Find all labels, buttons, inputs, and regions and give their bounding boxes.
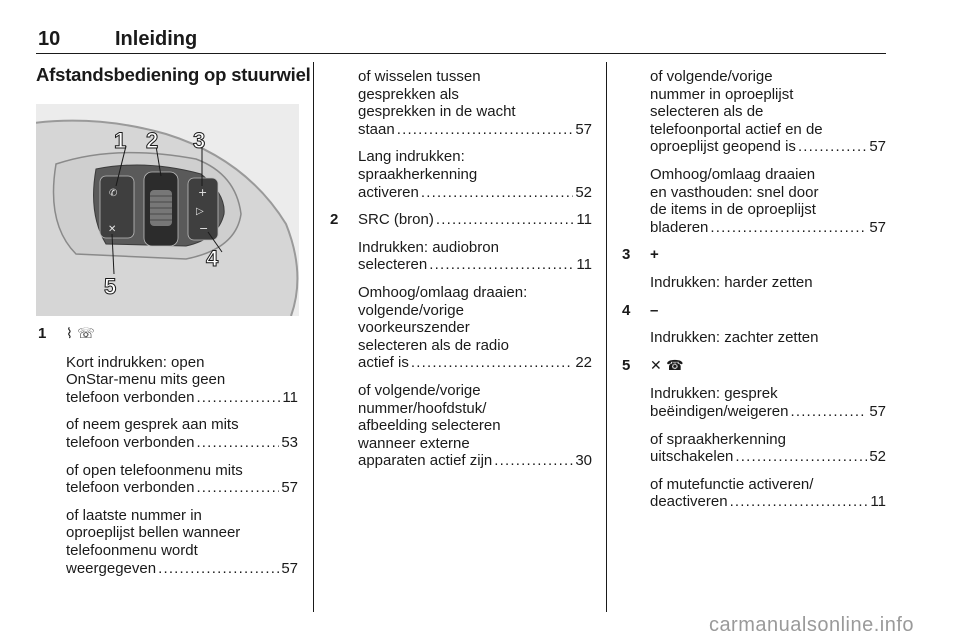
page-ref: activeren ..... 52: [358, 184, 592, 202]
text-line: telefoonmenu wordt: [66, 541, 198, 559]
item-2-para-2: [358, 284, 592, 372]
page-ref: selecteren ..... 11: [358, 256, 592, 274]
page-ref: telefoon verbonden ..... 11: [66, 389, 298, 407]
phone-voice-icon: ⌇ ☏: [66, 326, 95, 342]
item-2-para-1: [358, 239, 592, 274]
item-1-continued: [330, 68, 592, 201]
callout-1: 1: [114, 128, 127, 153]
text-line: Indrukken: gesprek: [650, 385, 778, 403]
text-line: Lang indrukken:: [358, 148, 465, 166]
column-1: [38, 325, 298, 587]
page-ref: staan ..... 57: [358, 121, 592, 139]
item-3-symbol: [650, 246, 886, 264]
cont-para-3: [650, 68, 886, 156]
text-line: Omhoog/omlaag draaien: [650, 165, 816, 183]
cont-para-2: [358, 148, 592, 201]
chapter-title: Inleiding: [115, 28, 198, 50]
item-1-para-2: [66, 416, 298, 451]
text-line: oproeplijst bellen wanneer: [66, 524, 241, 542]
item-1-para-4: [66, 507, 298, 577]
page-ref: beëindigen/weigeren ..... 57: [650, 403, 886, 421]
item-5-para-1: [650, 385, 886, 420]
page-ref: weergegeven ..... 57: [66, 560, 298, 578]
item-number: 5: [622, 356, 631, 374]
text-line: spraakherkenning: [358, 165, 478, 183]
text-line: Indrukken: zachter zetten: [650, 329, 819, 347]
item-1-para-1: [66, 354, 298, 407]
section-title: Afstandsbediening op stuurwiel: [36, 64, 311, 85]
item-number: 2: [330, 211, 339, 229]
text-line: of volgende/vorige: [358, 381, 481, 399]
item-5-para-2: [650, 431, 886, 466]
hang-up-icon: ✕ ☎: [650, 357, 684, 374]
svg-text:✆: ✆: [109, 188, 118, 199]
item-1-symbol: [66, 325, 298, 344]
text-line: Omhoog/omlaag draaien:: [358, 283, 528, 301]
minus-icon: –: [650, 301, 659, 319]
steering-wheel-illustration: [36, 104, 299, 316]
item-5-symbol: [650, 357, 886, 376]
text-line: afbeelding selecteren: [358, 417, 501, 435]
svg-text:✕: ✕: [108, 224, 117, 235]
text-line: of spraakherkenning: [650, 430, 786, 448]
page-ref: telefoon verbonden ..... 57: [66, 479, 298, 497]
text-line: volgende/vorige: [358, 301, 464, 319]
text-line: Kort indrukken: open: [66, 353, 205, 371]
text-line: voorkeurszender: [358, 319, 470, 337]
page-ref: bladeren ..... 57: [650, 219, 886, 237]
text-line: OnStar-menu mits geen: [66, 371, 226, 389]
plus-icon: +: [650, 246, 659, 264]
text-line: wanneer externe: [358, 434, 470, 452]
column-divider: [606, 62, 607, 612]
item-5-para-3: [650, 476, 886, 511]
cont-para-1: [358, 68, 592, 138]
svg-text:▷: ▷: [196, 206, 204, 217]
item-number: 1: [38, 325, 47, 342]
item-3-text: [650, 274, 886, 292]
text-line: selecteren als de radio: [358, 336, 509, 354]
page-ref: telefoon verbonden ..... 53: [66, 434, 298, 452]
text-line: nummer/hoofdstuk/: [358, 399, 487, 417]
text-line: of laatste nummer in: [66, 506, 202, 524]
callout-2: 2: [146, 128, 159, 153]
text-line: of volgende/vorige: [650, 68, 773, 85]
page-number: 10: [38, 28, 61, 50]
text-line: selecteren als de: [650, 103, 764, 121]
text-line: Indrukken: harder zetten: [650, 273, 813, 291]
item-2-continued: [622, 68, 886, 236]
column-divider: [313, 62, 314, 612]
callout-3: 3: [193, 128, 206, 153]
page-ref: deactiveren ..... 11: [650, 493, 886, 511]
text-line: of wisselen tussen: [358, 68, 481, 85]
item-number: 4: [622, 301, 631, 319]
item-number: 3: [622, 246, 631, 264]
item-4: [622, 302, 886, 347]
callout-4: 4: [206, 246, 219, 271]
item-2-heading: [358, 211, 592, 229]
page-ref: uitschakelen ..... 52: [650, 448, 886, 466]
cont-para-4: [650, 166, 886, 236]
item-4-symbol: [650, 302, 886, 320]
text-line: gesprekken als: [358, 85, 459, 103]
text-line: of neem gesprek aan mits: [66, 416, 239, 434]
page-ref: SRC (bron) ..... 11: [358, 211, 592, 229]
item-1-para-3: [66, 462, 298, 497]
item-1: [38, 325, 298, 577]
page-ref: apparaten actief zijn ..... 30: [358, 452, 592, 470]
header-rule: [36, 53, 886, 54]
watermark[interactable]: carmanualsonline.info: [708, 614, 914, 636]
item-2-para-3: [358, 382, 592, 470]
item-5: [622, 357, 886, 511]
item-4-text: [650, 329, 886, 347]
steering-wheel-figure: [36, 104, 299, 316]
column-2: [330, 68, 592, 480]
text-line: Indrukken: audiobron: [358, 238, 499, 256]
item-2: [330, 211, 592, 470]
page-ref: oproeplijst geopend is ..... 57: [650, 138, 886, 156]
callout-5: 5: [104, 274, 117, 299]
text-line: of mutefunctie activeren/: [650, 475, 814, 493]
svg-text:−: −: [199, 222, 209, 235]
text-line: en vasthouden: snel door: [650, 183, 819, 201]
svg-text:+: +: [198, 186, 208, 199]
text-line: de items in de oproeplijst: [650, 201, 816, 219]
text-line: gesprekken in de wacht: [358, 103, 516, 121]
item-3: [622, 246, 886, 291]
text-line: of open telefoonmenu mits: [66, 461, 243, 479]
column-3: [622, 68, 886, 521]
page-ref: actief is ..... 22: [358, 354, 592, 372]
text-line: nummer in oproeplijst: [650, 85, 794, 103]
text-line: telefoonportal actief en de: [650, 120, 823, 138]
